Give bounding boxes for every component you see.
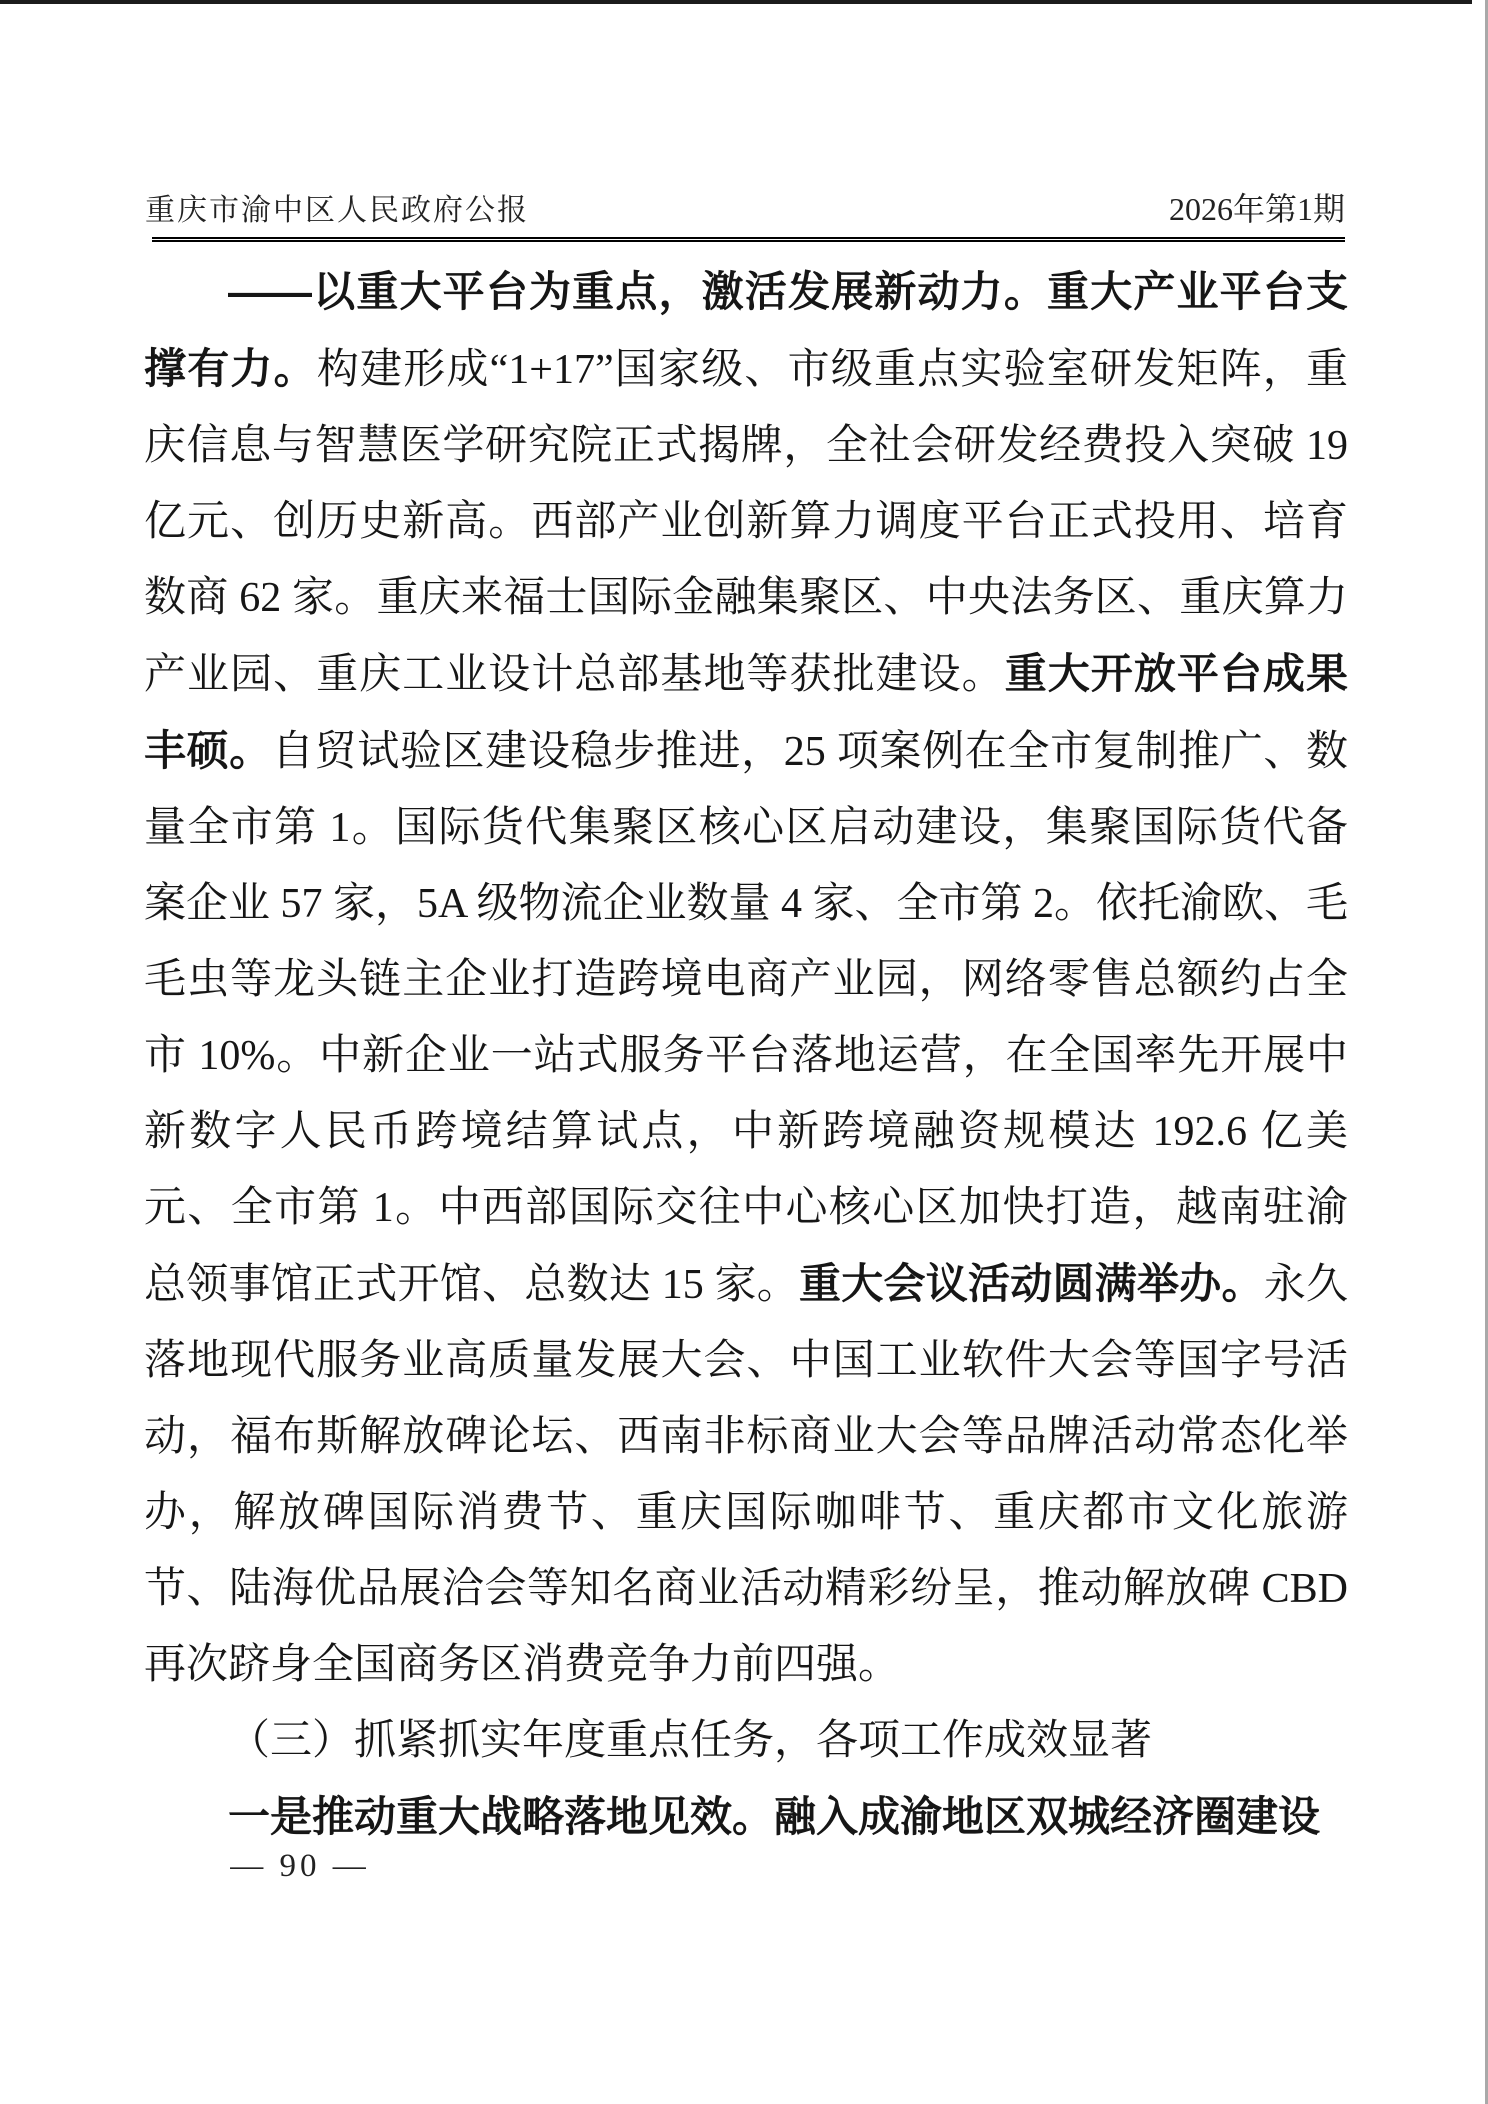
bold-lead-strategy: 一是推动重大战略落地见效。 [228, 1793, 775, 1840]
text-conference-details: 永久落地现代服务业高质量发展大会、中国工业软件大会等国字号活动，福布斯解放碑论坛、西南非标商业大会等品牌活动常态化举办，解放碑国际消费节、重庆国际咖啡节、重庆都市文化旅游节、陆海优品展洽会等知名商业活动精彩纷呈，推动解放碑 CBD 再次跻身全国商务区消费竞争力前四强。 [144, 1262, 1348, 1688]
text-industry-platform-details: 构建形成“1+17”国家级、市级重点实验室研发矩阵，重庆信息与智慧医学研究院正式揭牌，全社会研发经费投入突破 19 亿元、创历史新高。西部产业创新算力调度平台正式投用、培育数商 62 家。重庆来福士国际金融集聚区、中央法务区、重庆算力产业园、重庆工业设计总部基地等获批建设。 [144, 347, 1348, 698]
issue-label: 2026年第1期 [1168, 191, 1345, 227]
paragraph-strategy [144, 1779, 1348, 1856]
bold-lead-major-conferences: 重大会议活动圆满举办。 [798, 1260, 1264, 1307]
page-footer [150, 1848, 450, 1885]
header-rule [152, 237, 1345, 247]
page-top-edge-line [0, 0, 1472, 4]
paragraph-major-platforms [144, 254, 1348, 1703]
text-open-platform-details: 自贸试验区建设稳步推进，25 项案例在全市复制推广、数量全市第 1。国际货代集聚区核心区启动建设，集聚国际货代备案企业 57 家，5A 级物流企业数量 4 家、全市第 2。依托渝欧、毛毛虫等龙头链主企业打造跨境电商产业园，网络零售总额约占全市 10%。中新企业一站式服务平台落地运营，在全国率先开展中新数字人民币跨境结算试点，中新跨境融资规模达 192.6 亿美元、全市第 1。中西部国际交往中心核心区加快打造，越南驻渝总领事馆正式开馆、总数达 15 家。 [144, 729, 1349, 1308]
page-header [145, 184, 1345, 230]
paragraph-section-heading: （三）抓紧抓实年度重点任务，各项工作成效显著 [228, 1718, 1153, 1764]
publication-title: 重庆市渝中区人民政府公报 [145, 194, 529, 227]
page-number: — 90 — [230, 1848, 370, 1884]
document-body [144, 254, 1348, 1856]
bold-lead-major-platforms: ——以重大平台为重点，激活发展新动力。重大产业平台支撑有力。 [144, 268, 1348, 392]
text-chengyu-circle: 融入成渝地区双城经济圈建设 [774, 1795, 1321, 1841]
bold-lead-open-platforms: 重大开放平台成果丰硕。 [144, 650, 1348, 774]
